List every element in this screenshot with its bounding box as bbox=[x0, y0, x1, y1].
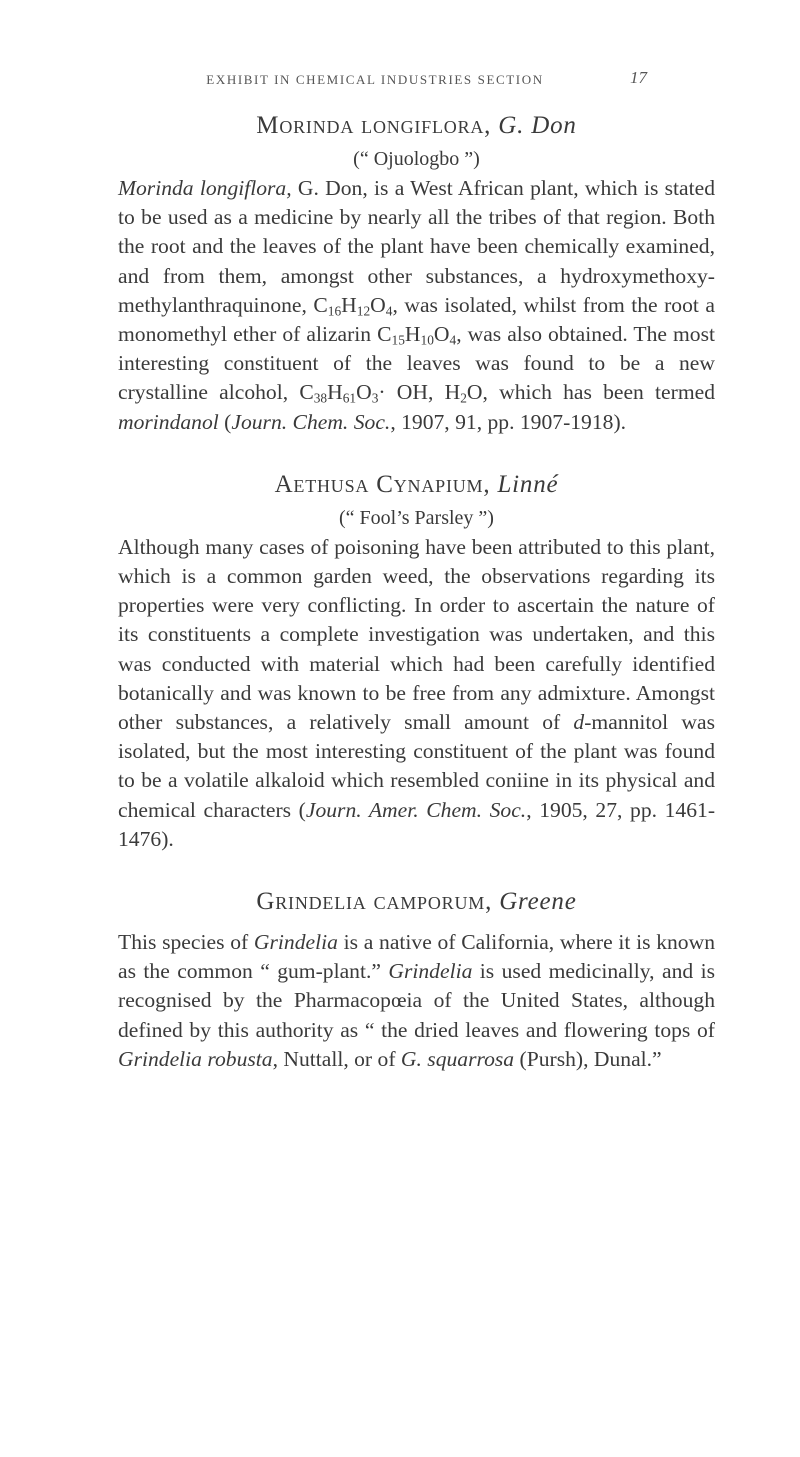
entry-aethusa-cynapium bbox=[118, 467, 715, 854]
chemical-formula: $C_{16}H_{12}O_4$ bbox=[313, 292, 393, 319]
entry-paragraph bbox=[118, 174, 715, 437]
text-run: , 1905, 27, pp. 1461-1476). bbox=[118, 797, 716, 851]
text-run: is used medicinally, and is recognised by the Pharmacopœia of the United States, although defined by this authority as “ the dried leaves and flowering tops of bbox=[118, 959, 715, 1042]
text-run: , Nuttall, or of bbox=[272, 1046, 401, 1071]
text-run: G. Don, is a West African plant, which is stated to be used as a medicine by nearly all the tribes of that region. Both the root and the leaves of the plant have been chemically examined, and from them, amongst other substances, a hydroxymethoxy-methylanthraquinone, bbox=[118, 176, 716, 317]
species-name: Grindelia camporum, bbox=[256, 888, 493, 916]
text-run: ( bbox=[218, 409, 232, 434]
text-run: This species of bbox=[118, 930, 254, 955]
chemical-formula: $C_{15}H_{10}O_4$ bbox=[377, 322, 457, 348]
entry-heading bbox=[118, 108, 715, 144]
page-number: 17 bbox=[630, 68, 647, 87]
chemical-formula: $C_{38}H_{61}O_3\cdot$ OH, $H_2O$ bbox=[299, 380, 483, 406]
entry-heading bbox=[118, 884, 715, 920]
journal-ref: Journ. Chem. Soc. bbox=[231, 409, 391, 434]
text-run: , 1907, 91, pp. 1907-1918). bbox=[390, 409, 627, 434]
entry-heading bbox=[118, 467, 715, 503]
text-run: , was also obtained. The most interesting constituent of the leaves was found to be a new crystalline alcohol, bbox=[118, 322, 715, 405]
text-run: (Pursh), Dunal.” bbox=[514, 1046, 662, 1071]
text-run: -mannitol was isolated, but the most interesting constituent of the plant was found to be a volatile alkaloid which resembled coniine in its physical and chemical characters ( bbox=[118, 710, 715, 822]
text-run: is a native of California, where it is known as the common “ gum-plant.” bbox=[118, 930, 715, 984]
entry-paragraph bbox=[118, 533, 715, 854]
text-run: , which has been termed bbox=[482, 380, 715, 405]
page-content bbox=[118, 108, 715, 1074]
common-name: (“ Ojuologbo ”) bbox=[353, 148, 480, 170]
species-name: Morinda longiflora, bbox=[256, 112, 492, 139]
entry-morinda-longiflora bbox=[118, 108, 715, 437]
genus-ref: Grindelia bbox=[388, 959, 473, 984]
text-run: , was isolated, whilst from the root a monomethyl ether of alizarin bbox=[118, 292, 715, 347]
entry-grindelia-camporum bbox=[118, 884, 715, 1074]
species-name: Aethusa Cynapium, bbox=[274, 470, 491, 498]
species-author: Linné bbox=[497, 470, 559, 498]
species-ref: Grindelia robusta bbox=[118, 1046, 273, 1071]
journal-ref: Journ. Amer. Chem. Soc. bbox=[305, 797, 527, 822]
species-ref: Morinda longiflora, bbox=[118, 176, 292, 200]
common-name: (“ Fool’s Parsley ”) bbox=[339, 506, 494, 529]
species-author: Greene bbox=[499, 888, 577, 916]
species-author: G. Don bbox=[498, 112, 577, 139]
running-head: EXHIBIT IN CHEMICAL INDUSTRIES SECTION bbox=[206, 72, 544, 87]
genus-ref: Grindelia bbox=[253, 930, 338, 955]
species-ref: G. squarrosa bbox=[400, 1046, 515, 1071]
isomer-prefix: d bbox=[573, 710, 585, 735]
entry-paragraph bbox=[118, 928, 715, 1074]
text-run: Although many cases of poisoning have been attributed to this plant, which is a common garden weed, the observations regarding its properties were very conflicting. In order to ascertain the nature of its constituents a complete investigation was undertaken, and this was conducted with material which had been carefully identified botanically and was known to be free from any admixture. Amongst other substances, a relatively small amount of bbox=[118, 534, 715, 735]
term: morindanol bbox=[118, 409, 219, 434]
